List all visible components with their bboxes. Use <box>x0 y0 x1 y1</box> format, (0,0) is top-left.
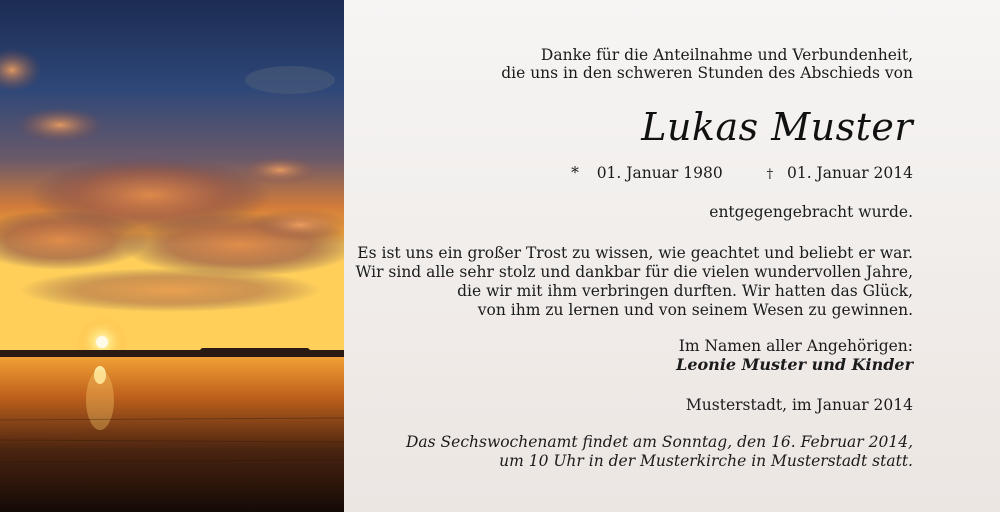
death-symbol: † <box>766 167 774 182</box>
notice-line-1: Das Sechswochenamt findet am Sonntag, den 16. Februar 2014, <box>406 433 913 451</box>
message-line-2: Wir sind alle sehr stolz und dankbar für die vielen wundervollen Jahre, <box>355 263 913 281</box>
message-line-4: von ihm zu lernen und von seinem Wesen zu gewinnen. <box>477 301 913 319</box>
signature-intro: Im Namen aller Angehörigen: <box>678 337 913 355</box>
life-dates <box>571 164 913 184</box>
after-name-line: entgegengebracht wurde. <box>709 203 913 221</box>
sunset-photo <box>0 0 344 512</box>
message-line-3: die wir mit ihm verbringen durften. Wir hatten das Glück, <box>457 282 913 300</box>
message-line-1: Es ist uns ein großer Trost zu wissen, wie geachtet und beliebt er war. <box>357 244 913 262</box>
birth-date: 01. Januar 1980 <box>596 164 723 182</box>
intro-line-2: die uns in den schweren Stunden des Abschieds von <box>501 64 913 82</box>
deceased-name: Lukas Muster <box>641 105 913 149</box>
place-date: Musterstadt, im Januar 2014 <box>685 396 913 414</box>
death-date: 01. Januar 2014 <box>786 164 913 182</box>
notice-line-2: um 10 Uhr in der Musterkirche in Musterstadt statt. <box>499 452 913 470</box>
sunset-over-lake-icon <box>0 0 344 512</box>
signature: Leonie Muster und Kinder <box>676 355 913 374</box>
intro-line-1: Danke für die Anteilnahme und Verbundenheit, <box>540 46 913 64</box>
birth-symbol: * <box>571 164 579 182</box>
